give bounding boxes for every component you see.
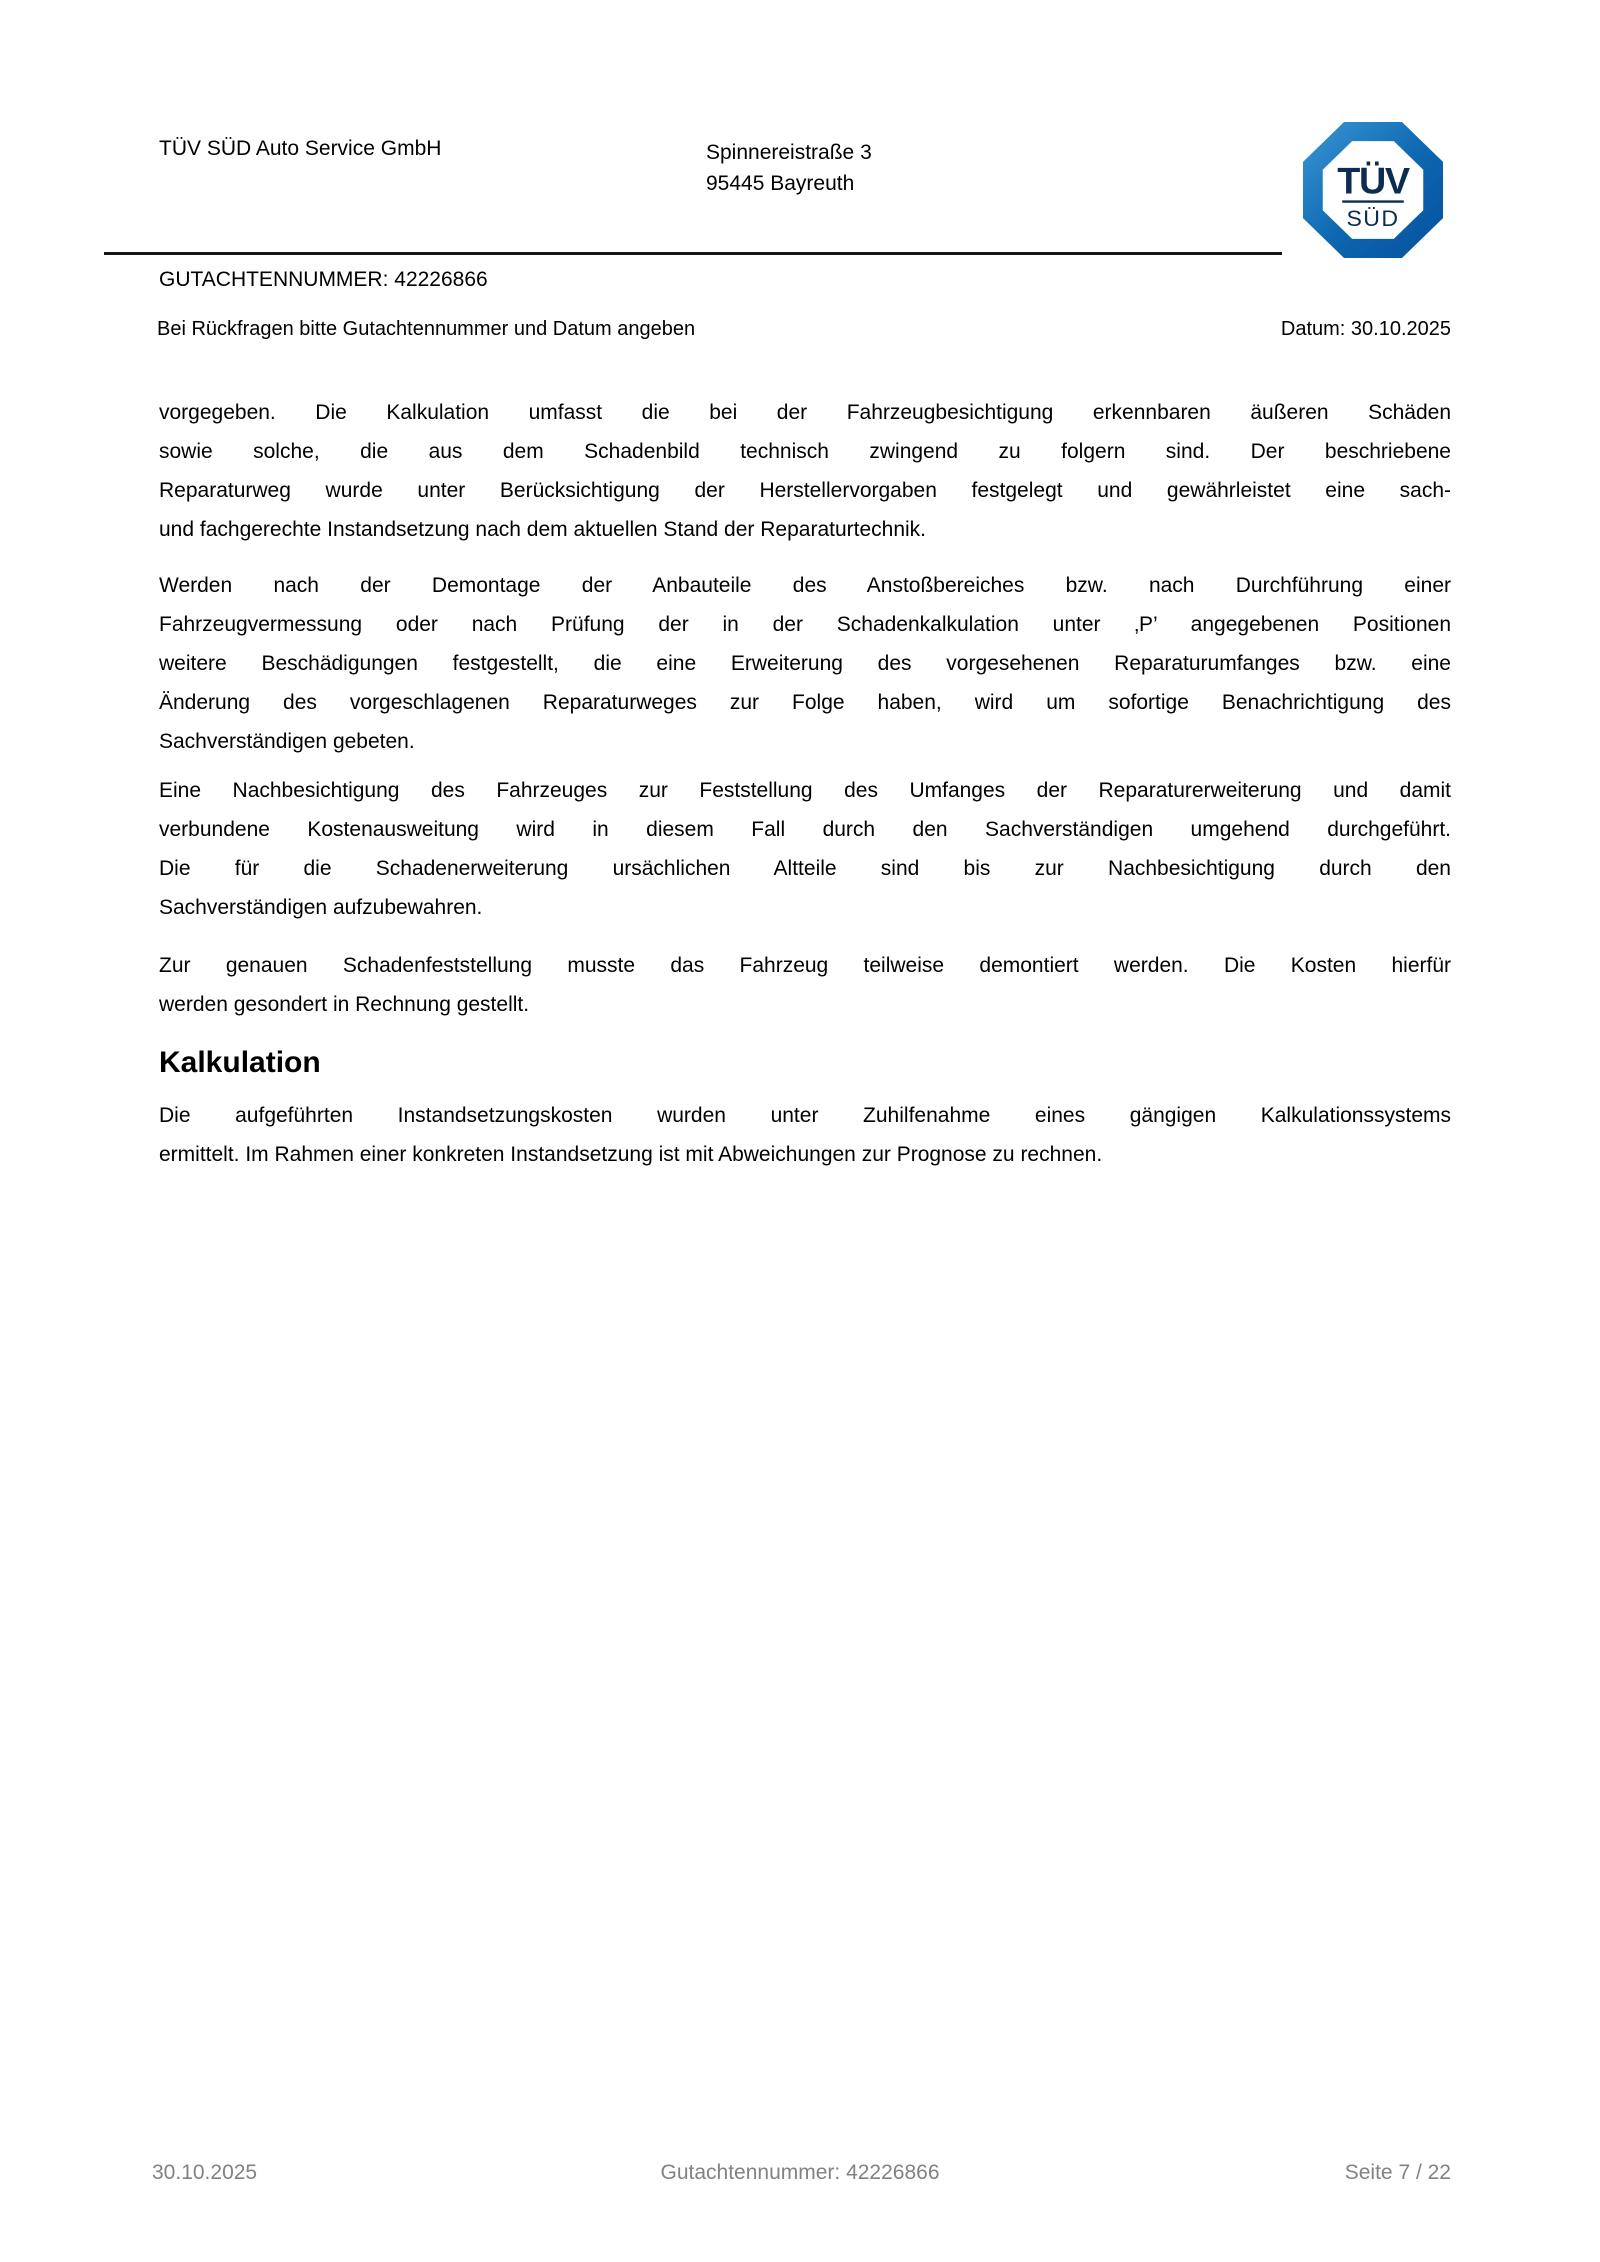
paragraph-line: Sachverständigen aufzubewahren. [159, 896, 483, 919]
body-blocks [159, 393, 1451, 1174]
report-date: Datum: 30.10.2025 [1280, 318, 1451, 340]
paragraph-line: Reparaturweg wurde unter Berücksichtigung der Herstellervorgaben festgelegt und gewährleistet eine sach- [159, 479, 1451, 502]
paragraph-line: Änderung des vorgeschlagenen Reparaturweges zur Folge haben, wird um sofortige Benachrichtigung des [159, 691, 1451, 714]
paragraph-line: Sachverständigen gebeten. [159, 730, 415, 753]
header-note-row [157, 318, 1451, 341]
footer-page-number: Seite 7 / 22 [1344, 2161, 1451, 2184]
paragraph-line: Eine Nachbesichtigung des Fahrzeuges zur Feststellung des Umfanges der Reparaturerweiterung und damit [159, 779, 1451, 802]
paragraph [159, 566, 1451, 761]
paragraph-line: Die für die Schadenerweiterung ursächlichen Altteile sind bis zur Nachbesichtigung durch den [159, 857, 1451, 880]
paragraph-line: sowie solche, die aus dem Schadenbild technisch zwingend zu folgern sind. Der beschriebene [159, 440, 1451, 463]
section-heading: Kalkulation [159, 1046, 321, 1079]
logo-octagon [1303, 122, 1443, 258]
paragraph-line: Fahrzeugvermessung oder nach Prüfung der in der Schadenkalkulation unter ‚P’ angegebenen Positionen [159, 613, 1451, 636]
company-address [706, 137, 872, 199]
paragraph-line: Zur genauen Schadenfeststellung musste das Fahrzeug teilweise demontiert werden. Die Kosten hierfür [159, 954, 1451, 977]
tuev-sued-logo-icon [1303, 122, 1443, 258]
paragraph [159, 771, 1451, 927]
report-number: GUTACHTENNUMMER: 42226866 [159, 268, 488, 291]
paragraph-line: und fachgerechte Instandsetzung nach dem aktuellen Stand der Reparaturtechnik. [159, 518, 927, 541]
logo-text-sued: SÜD [1346, 205, 1400, 231]
paragraph [159, 393, 1451, 549]
paragraph-line: verbundene Kostenausweitung wird in diesem Fall durch den Sachverständigen umgehend durchgeführt. [159, 818, 1451, 841]
logo-text-tuev: TÜV [1337, 159, 1409, 202]
paragraph [159, 946, 1451, 1024]
footer-report-number: Gutachtennummer: 42226866 [660, 2161, 940, 2184]
paragraph-line: werden gesondert in Rechnung gestellt. [159, 993, 530, 1016]
paragraph [159, 1096, 1451, 1174]
paragraph-line: Die aufgeführten Instandsetzungskosten wurden unter Zuhilfenahme eines gängigen Kalkulationssystems [159, 1104, 1451, 1127]
paragraph-line: vorgegeben. Die Kalkulation umfasst die bei der Fahrzeugbesichtigung erkennbaren äußeren Schäden [159, 401, 1451, 424]
reference-note: Bei Rückfragen bitte Gutachtennummer und Datum angeben [157, 318, 696, 340]
footer-date: 30.10.2025 [152, 2161, 258, 2184]
address-street: Spinnereistraße 3 [706, 141, 872, 164]
paragraph-line: Werden nach der Demontage der Anbauteile des Anstoßbereiches bzw. nach Durchführung einer [159, 574, 1451, 597]
company-name: TÜV SÜD Auto Service GmbH [159, 137, 442, 160]
paragraph-line: ermittelt. Im Rahmen einer konkreten Instandsetzung ist mit Abweichungen zur Prognose zu rechnen. [159, 1143, 1103, 1166]
header-divider-rule [104, 252, 1282, 255]
address-city: 95445 Bayreuth [706, 172, 855, 195]
paragraph-line: weitere Beschädigungen festgestellt, die eine Erweiterung des vorgesehenen Reparaturumfanges bzw. eine [159, 652, 1451, 675]
